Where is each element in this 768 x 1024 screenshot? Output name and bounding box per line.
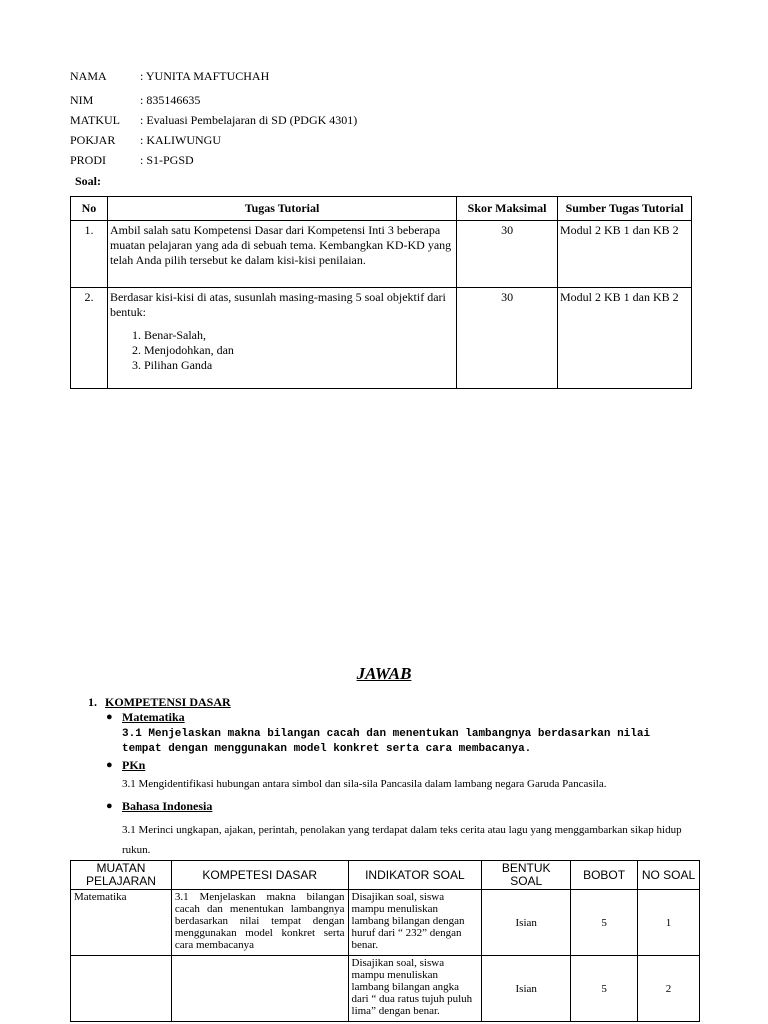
subject-name: Matematika bbox=[122, 710, 185, 724]
field-label: PRODI bbox=[70, 153, 107, 167]
cell-no-soal: 1 bbox=[638, 890, 700, 956]
jawab-title: JAWAB bbox=[356, 664, 412, 683]
cell-muatan bbox=[71, 956, 172, 1022]
bullet-icon: ● bbox=[106, 759, 113, 771]
column-header: BENTUK SOAL bbox=[482, 861, 571, 890]
max-score: 30 bbox=[457, 221, 558, 288]
subject-name: Bahasa Indonesia bbox=[122, 799, 213, 813]
field-label: NIM bbox=[70, 93, 94, 107]
soal-label: Soal: bbox=[75, 174, 102, 188]
bullet-icon: ● bbox=[106, 800, 113, 812]
table-row bbox=[71, 288, 692, 389]
row-number: 1. bbox=[71, 221, 108, 288]
field-value: : YUNITA MAFTUCHAH bbox=[140, 69, 270, 83]
column-header: Sumber Tugas Tutorial bbox=[558, 197, 692, 221]
subject-kd: 3.1 Mengidentifikasi hubungan antara simbol dan sila-sila Pancasila dalam lambang negara Garuda Pancasila. bbox=[122, 778, 607, 790]
task-source: Modul 2 KB 1 dan KB 2 bbox=[558, 288, 692, 389]
task-text: Ambil salah satu Kompetensi Dasar dari Kompetensi Inti 3 beberapa muatan pelajaran yang ada di sebuah tema. Kembangkan KD-KD yang telah Anda pilih tersebut ke dalam kisi-kisi penilaian. bbox=[107, 221, 456, 288]
field-value: : Evaluasi Pembelajaran di SD (PDGK 4301) bbox=[140, 113, 358, 127]
list-item: 2. Menjodohkan, dan bbox=[144, 343, 454, 358]
cell-muatan: Matematika bbox=[71, 890, 172, 956]
column-header: Skor Maksimal bbox=[457, 197, 558, 221]
column-header: No bbox=[71, 197, 108, 221]
column-header: KOMPETESI DASAR bbox=[171, 861, 348, 890]
field-value: : S1-PGSD bbox=[140, 153, 194, 167]
cell-kd: 3.1 Menjelaskan makna bilangan cacah dan menentukan lambangnya berdasarkan nilai tempat dengan menggunakan model konkret serta cara membacanya bbox=[171, 890, 348, 956]
column-header: MUATAN PELAJARAN bbox=[71, 861, 172, 890]
grid-table bbox=[70, 860, 700, 1022]
table-row bbox=[71, 890, 700, 956]
cell-kd bbox=[171, 956, 348, 1022]
subject-kd: 3.1 Menjelaskan makna bilangan cacah dan menentukan lambangnya berdasarkan nilai tempat dengan menggunakan model konkret serta cara membacanya. bbox=[122, 728, 651, 755]
section-number: 1. bbox=[88, 695, 97, 709]
subject-name: PKn bbox=[122, 758, 146, 772]
task-source: Modul 2 KB 1 dan KB 2 bbox=[558, 221, 692, 288]
max-score: 30 bbox=[457, 288, 558, 389]
cell-bentuk: Isian bbox=[482, 956, 571, 1022]
column-header: INDIKATOR SOAL bbox=[348, 861, 482, 890]
task-text: Berdasar kisi-kisi di atas, susunlah masing-masing 5 soal objektif dari bentuk: bbox=[109, 290, 446, 319]
list-item: 1. Benar-Salah, bbox=[144, 328, 454, 343]
list-item: 3. Pilihan Ganda bbox=[144, 358, 454, 373]
table-header-row bbox=[71, 861, 700, 890]
column-header: NO SOAL bbox=[638, 861, 700, 890]
table-header-row bbox=[71, 197, 692, 221]
field-label: MATKUL bbox=[70, 113, 120, 127]
task-list bbox=[110, 328, 454, 373]
cell-bobot: 5 bbox=[571, 890, 638, 956]
subject-kd: 3.1 Merinci ungkapan, ajakan, perintah, penolakan yang terdapat dalam teks cerita atau lagu yang menggambarkan sikap hidup rukun. bbox=[122, 824, 682, 856]
section-title: KOMPETENSI DASAR bbox=[105, 695, 231, 709]
task-table bbox=[70, 196, 692, 389]
field-label: POKJAR bbox=[70, 133, 116, 147]
table-row bbox=[71, 221, 692, 288]
cell-bentuk: Isian bbox=[482, 890, 571, 956]
cell-indikator: Disajikan soal, siswa mampu menuliskan lambang bilangan angka dari “ dua ratus tujuh puluh lima” dengan benar. bbox=[348, 956, 482, 1022]
table-row bbox=[71, 956, 700, 1022]
field-value: : 835146635 bbox=[140, 93, 201, 107]
field-value: : KALIWUNGU bbox=[140, 133, 221, 147]
cell-bobot: 5 bbox=[571, 956, 638, 1022]
row-number: 2. bbox=[71, 288, 108, 389]
bullet-icon: ● bbox=[106, 711, 113, 723]
task-cell bbox=[107, 288, 456, 389]
cell-no-soal: 2 bbox=[638, 956, 700, 1022]
column-header: Tugas Tutorial bbox=[107, 197, 456, 221]
field-label: NAMA bbox=[70, 69, 107, 83]
cell-indikator: Disajikan soal, siswa mampu menuliskan lambang bilangan dengan huruf dari “ 232” dengan benar. bbox=[348, 890, 482, 956]
column-header: BOBOT bbox=[571, 861, 638, 890]
